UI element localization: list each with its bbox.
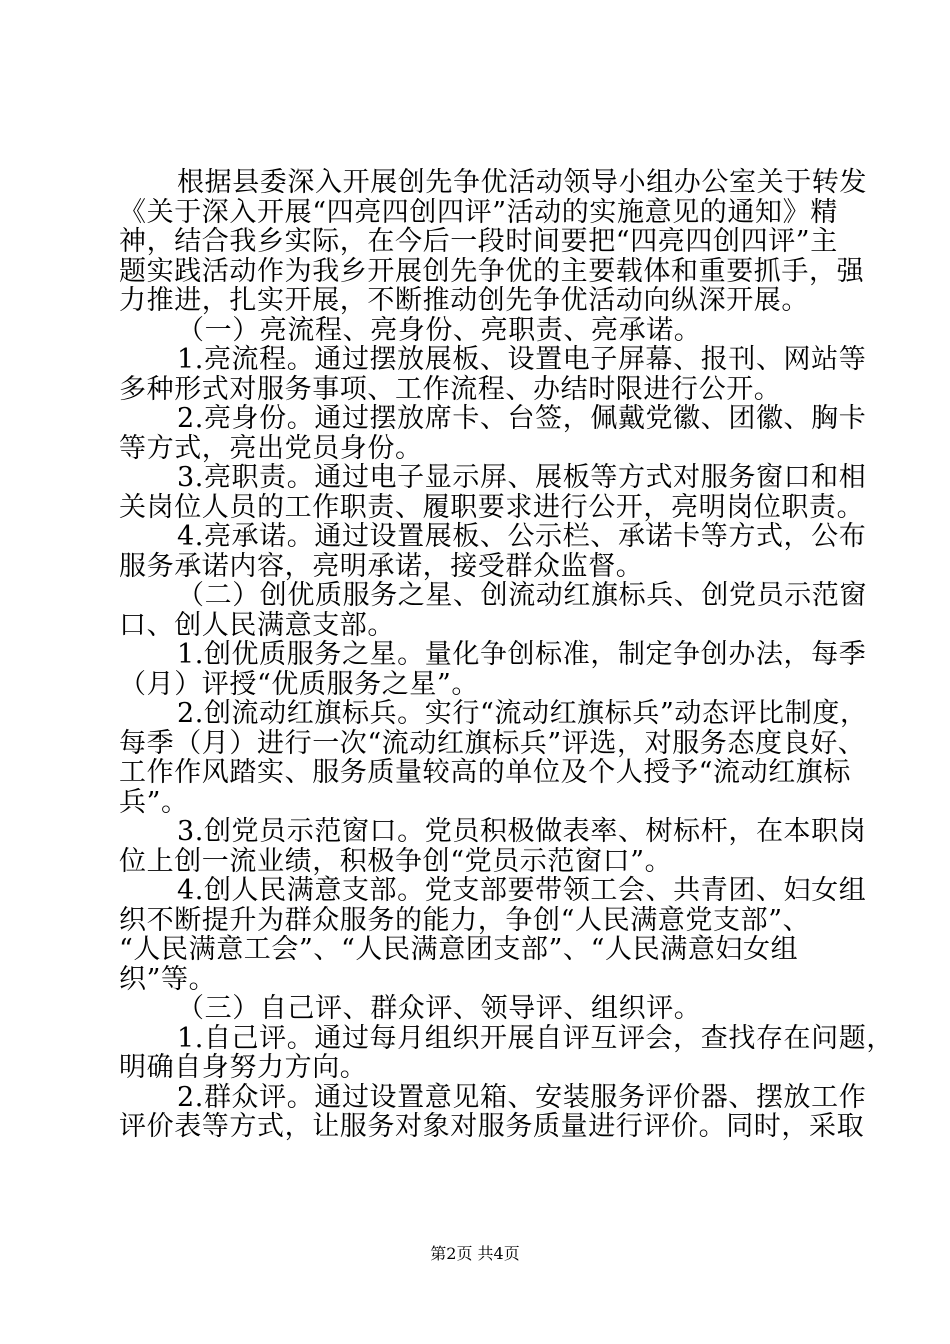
document-body [119, 167, 894, 1142]
paragraph-line: 工作作风踏实、服务质量较高的单位及个人授予“流动红旗标 [119, 757, 852, 788]
paragraph-line: 题实践活动作为我乡开展创先争优的主要载体和重要抓手，强 [119, 255, 865, 287]
paragraph-line: 3.亮职责。通过电子显示屏、展板等方式对服务窗口和相 [177, 462, 867, 493]
section-heading: （三）自己评、群众评、领导评、组织评。 [177, 993, 702, 1024]
paragraph-line: “人民满意工会”、“人民满意团支部”、“人民满意妇女组 [119, 934, 799, 965]
paragraph-line: 力推进，扎实开展，不断推动创先争优活动向纵深开展。 [119, 285, 809, 316]
paragraph-line: 4.创人民满意支部。党支部要带领工会、共青团、妇女组 [177, 875, 867, 906]
section-heading: （一）亮流程、亮身份、亮职责、亮承诺。 [177, 314, 702, 346]
paragraph-line: （月）评授“优质服务之星”。 [119, 668, 480, 700]
page-footer: 第2页 共4页 [430, 1244, 520, 1263]
section-heading: （二）创优质服务之星、创流动红旗标兵、创党员示范窗 [177, 580, 867, 611]
paragraph-line: 服务承诺内容，亮明承诺，接受群众监督。 [119, 550, 644, 582]
paragraph-line: 1.自己评。通过每月组织开展自评互评会，查找存在问题， [177, 1022, 894, 1054]
paragraph-line: 2.亮身份。通过摆放席卡、台签，佩戴党徽、团徽、胸卡 [177, 403, 867, 434]
paragraph-line: 3.创党员示范窗口。党员积极做表率、树标杆，在本职岗 [177, 816, 867, 847]
paragraph-line: 织不断提升为群众服务的能力，争创“人民满意党支部”、 [119, 904, 811, 936]
paragraph-line: 兵”。 [119, 786, 189, 818]
paragraph-line: 评价表等方式，让服务对象对服务质量进行评价。同时，采取 [119, 1111, 865, 1142]
paragraph-line: 1.创优质服务之星。量化争创标准，制定争创办法，每季 [177, 639, 867, 670]
paragraph-line: 明确自身努力方向。 [119, 1052, 368, 1083]
paragraph-line: 2.群众评。通过设置意见箱、安装服务评价器、摆放工作 [177, 1081, 867, 1113]
paragraph-line: 关岗位人员的工作职责、履职要求进行公开，亮明岗位职责。 [119, 491, 865, 523]
paragraph-line: 位上创一流业绩，积极争创“党员示范窗口”。 [119, 845, 673, 877]
paragraph-line: 《关于深入开展“四亮四创四评”活动的实施意见的通知》精 [119, 196, 838, 228]
paragraph-line: 1.亮流程。通过摆放展板、设置电子屏幕、报刊、网站等 [177, 344, 867, 375]
paragraph-line: 每季（月）进行一次“流动红旗标兵”评选，对服务态度良好、 [119, 727, 866, 759]
paragraph-line: 等方式，亮出党员身份。 [119, 432, 423, 464]
paragraph-line: 织”等。 [119, 963, 217, 995]
paragraph-line: 神，结合我乡实际，在今后一段时间要把“四亮四创四评”主 [119, 226, 838, 257]
paragraph-line: 4.亮承诺。通过设置展板、公示栏、承诺卡等方式，公布 [177, 521, 867, 552]
paragraph-line: 根据县委深入开展创先争优活动领导小组办公室关于转发 [177, 167, 867, 198]
paragraph-line: 多种形式对服务事项、工作流程、办结时限进行公开。 [119, 373, 782, 405]
section-heading: 口、创人民满意支部。 [119, 609, 395, 641]
paragraph-line: 2.创流动红旗标兵。实行“流动红旗标兵”动态评比制度， [177, 698, 868, 729]
